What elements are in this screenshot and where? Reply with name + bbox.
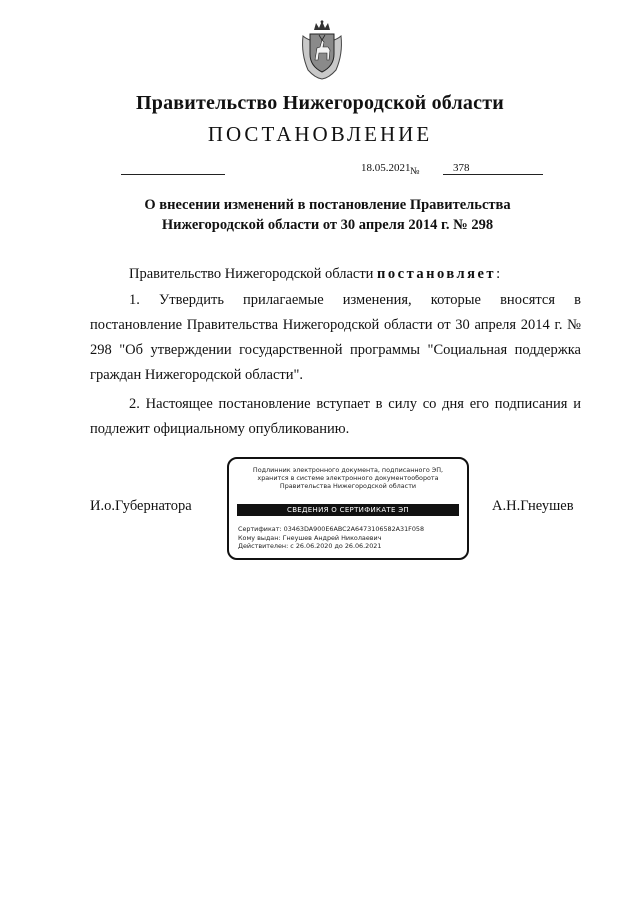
registration-blank-line <box>121 174 225 175</box>
valid-label: Действителен: <box>238 542 289 551</box>
stamp-note-line-1: Подлинник электронного документа, подписанного ЭП, <box>252 466 444 474</box>
valid-value: с 26.06.2020 до 26.06.2021 <box>290 542 382 551</box>
signer-position: И.о.Губернатора <box>90 498 192 514</box>
title-line-2: Нижегородской области от 30 апреля 2014 г. № 298 <box>161 217 494 233</box>
organization-name: Правительство Нижегородской области <box>136 92 504 114</box>
document-type: ПОСТАНОВЛЕНИЕ <box>207 122 433 146</box>
paragraph-2: 2. Настоящее постановление вступает в силу со дня его подписания и подлежит официальному опубликованию. <box>90 396 581 437</box>
document-number: 378 <box>453 162 470 174</box>
certificate-value: 03463DA900E6ABC2A6473106582A31F058 <box>283 525 425 533</box>
intro-prefix: Правительство Нижегородской области <box>129 266 378 282</box>
document-title <box>100 195 555 235</box>
valid-row <box>238 542 424 551</box>
issued-to-value: Гнеушев Андрей Николаевич <box>282 533 382 542</box>
intro-paragraph <box>90 262 581 287</box>
intro-decree-word: постановляет <box>377 266 497 282</box>
stamp-note <box>235 466 461 490</box>
intro-suffix: : <box>496 266 501 282</box>
stamp-certificate-fields <box>238 525 424 551</box>
certificate-row <box>238 525 424 534</box>
issued-to-label: Кому выдан: <box>238 533 281 542</box>
signer-name: А.Н.Гнеушев <box>492 498 574 514</box>
stamp-note-line-2: хранится в системе электронного документооборота <box>257 474 439 482</box>
stamp-note-line-3: Правительства Нижегородской области <box>279 482 417 490</box>
issued-to-row <box>238 534 424 543</box>
number-sign: № <box>410 166 420 177</box>
title-line-1: О внесении изменений в постановление Правительства <box>144 197 511 213</box>
paragraph-1: 1. Утвердить прилагаемые изменения, которые вносятся в постановление Правительства Нижегородской области от 30 апреля 2014 г. № 298 "Об утверждении государственной программы "Социальная поддержка граждан Нижегородской области". <box>90 292 581 383</box>
coat-of-arms-emblem <box>300 20 344 80</box>
document-date: 18.05.2021 <box>361 162 411 174</box>
number-underline <box>443 174 543 175</box>
electronic-signature-stamp <box>227 457 469 560</box>
certificate-label: Сертификат: <box>238 525 282 533</box>
stamp-certificate-header: СВЕДЕНИЯ О СЕРТИФИКАТЕ ЭП <box>237 504 459 516</box>
